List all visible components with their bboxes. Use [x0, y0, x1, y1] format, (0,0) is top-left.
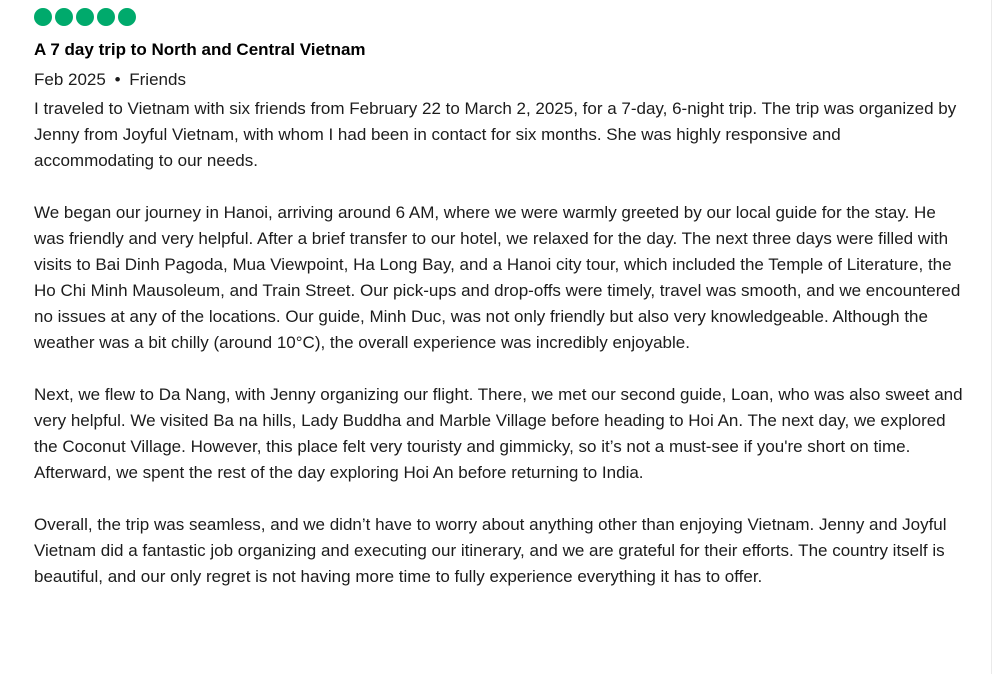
review-card [34, 6, 964, 590]
review-title[interactable]: A 7 day trip to North and Central Vietnam [34, 40, 366, 59]
rating-bubble-icon [55, 8, 73, 26]
review-meta [34, 69, 964, 91]
trip-type: Friends [129, 70, 186, 89]
rating-bubble-icon [118, 8, 136, 26]
review-date: Feb 2025 [34, 70, 106, 89]
meta-separator: • [114, 70, 121, 89]
review-paragraph: We began our journey in Hanoi, arriving around 6 AM, where we were warmly greeted by our local guide for the stay. He was friendly and very helpful. After a brief transfer to our hotel, we relaxed for the day. The next three days were filled with visits to Bai Dinh Pagoda, Mua Viewpoint, Ha Long Bay, and a Hanoi city tour, which included the Temple of Literature, the Ho Chi Minh Mausoleum, and Train Street. Our pick-ups and drop-offs were timely, travel was smooth, and we encountered no issues at any of the locations. Our guide, Minh Duc, was not only friendly but also very knowledgeable. Although the weather was a bit chilly (around 10°C), the overall experience was incredibly enjoyable. [34, 203, 961, 352]
right-border [991, 0, 992, 674]
review-paragraph: Next, we flew to Da Nang, with Jenny organizing our flight. There, we met our second guide, Loan, who was also sweet and very helpful. We visited Ba na hills, Lady Buddha and Marble Village before heading to Hoi An. The next day, we explored the Coconut Village. However, this place felt very touristy and gimmicky, so it’s not a must-see if you're short on time. Afterward, we spent the rest of the day exploring Hoi An before returning to India. [34, 385, 963, 482]
rating-bubble-icon [76, 8, 94, 26]
review-paragraph: Overall, the trip was seamless, and we didn’t have to worry about anything other than enjoying Vietnam. Jenny and Joyful Vietnam did a fantastic job organizing and executing our itinerary, and we are grateful for their efforts. The country itself is beautiful, and our only regret is not having more time to fully experience everything it has to offer. [34, 515, 947, 586]
review-paragraph: I traveled to Vietnam with six friends from February 22 to March 2, 2025, for a 7-day, 6-night trip. The trip was organized by Jenny from Joyful Vietnam, with whom I had been in contact for six months. She was highly responsive and accommodating to our needs. [34, 99, 957, 170]
rating-bubble-icon [34, 8, 52, 26]
bubble-rating [34, 6, 964, 28]
review-body [34, 96, 964, 590]
rating-bubble-icon [97, 8, 115, 26]
